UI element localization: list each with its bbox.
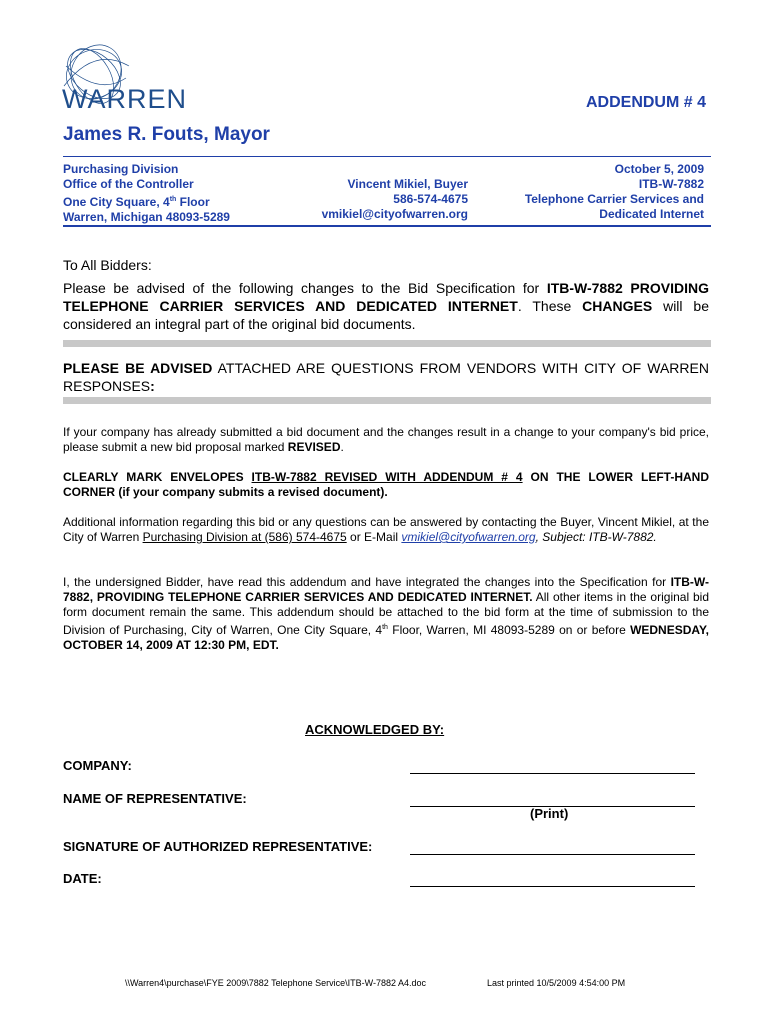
contact-email-link[interactable]: vmikiel@cityofwarren.org <box>401 530 536 544</box>
please-be-advised: PLEASE BE ADVISED ATTACHED ARE QUESTIONS FROM VENDORS WITH CITY OF WARREN RESPONSES: <box>63 360 709 394</box>
paragraph-revised: If your company has already submitted a bid document and the changes result in a change to your company's bid price, please submit a new bid proposal marked REVISED. <box>63 425 709 454</box>
footer-file-path: \\Warren4\purchase\FYE 2009\7882 Telephone Service\ITB-W-7882 A4.doc <box>125 978 427 988</box>
greeting: To All Bidders: <box>63 257 152 273</box>
footer-last-printed: Last printed 10/5/2009 4:54:00 PM <box>487 978 626 988</box>
paragraph-contact: Additional information regarding this bid or any questions can be answered by contacting the Buyer, Vincent Mikiel, at the City of Warren Purchasing Division at (586) 574-4675 or E-Mail vmikiel@cityofwarren.org, Subject: ITB-W-7882. <box>63 515 709 544</box>
header-bid-info <box>525 162 704 222</box>
signature-line[interactable] <box>410 842 695 855</box>
signature-label: SIGNATURE OF AUTHORIZED REPRESENTATIVE: <box>63 839 373 854</box>
print-label: (Print) <box>530 806 569 821</box>
warren-logo-text: WARREN <box>62 84 187 114</box>
separator-bar-2 <box>63 397 711 404</box>
header-street: One City Square, 4th Floor <box>63 195 210 209</box>
buyer-phone: 586-574-4675 <box>393 192 468 206</box>
header-date: October 5, 2009 <box>614 162 704 176</box>
company-line[interactable] <box>410 761 695 774</box>
representative-label: NAME OF REPRESENTATIVE: <box>63 791 247 806</box>
date-line[interactable] <box>410 874 695 887</box>
header-rule-bottom <box>63 225 711 227</box>
paragraph-undersigned: I, the undersigned Bidder, have read this addendum and have integrated the changes into the Specification for ITB-W-7882, PROVIDING TELEPHONE CARRIER SERVICES AND DEDICATED INTERNET. All other items in the original bid form document remain the same. This addendum should be attached to the bid form at the time of submission to the Division of Purchasing, City of Warren, One City Square, 4th Floor, Warren, MI 48093-5289 on or before WEDNESDAY, OCTOBER 14, 2009 AT 12:30 PM, EDT. <box>63 575 709 652</box>
header-division: Purchasing Division <box>63 162 179 176</box>
acknowledged-by: ACKNOWLEDGED BY: <box>305 722 445 737</box>
date-label: DATE: <box>63 871 102 886</box>
header-address <box>63 162 230 225</box>
header-itb-number: ITB-W-7882 <box>638 177 704 191</box>
mayor-name: James R. Fouts, Mayor <box>63 124 270 145</box>
header-buyer <box>300 177 468 222</box>
separator-bar-1 <box>63 340 711 347</box>
buyer-email[interactable]: vmikiel@cityofwarren.org <box>321 207 468 221</box>
header-subject-2: Dedicated Internet <box>599 207 704 221</box>
paragraph-changes: Please be advised of the following changes to the Bid Specification for ITB-W-7882 PROVIDING TELEPHONE CARRIER SERVICES AND DEDICATED INTERNET. These CHANGES will be considered an integral part of the original bid documents. <box>63 280 709 332</box>
header-subject-1: Telephone Carrier Services and <box>524 192 704 206</box>
buyer-name: Vincent Mikiel, Buyer <box>347 177 468 191</box>
header-rule-top <box>63 156 711 157</box>
header-office: Office of the Controller <box>63 177 194 191</box>
header-city: Warren, Michigan 48093-5289 <box>63 210 230 224</box>
company-label: COMPANY: <box>63 758 132 773</box>
paragraph-mark-envelopes: CLEARLY MARK ENVELOPES ITB-W-7882 REVISED WITH ADDENDUM # 4 ON THE LOWER LEFT-HAND CORNER (if your company submits a revised document). <box>63 470 709 499</box>
addendum-title: ADDENDUM # 4 <box>585 94 706 111</box>
